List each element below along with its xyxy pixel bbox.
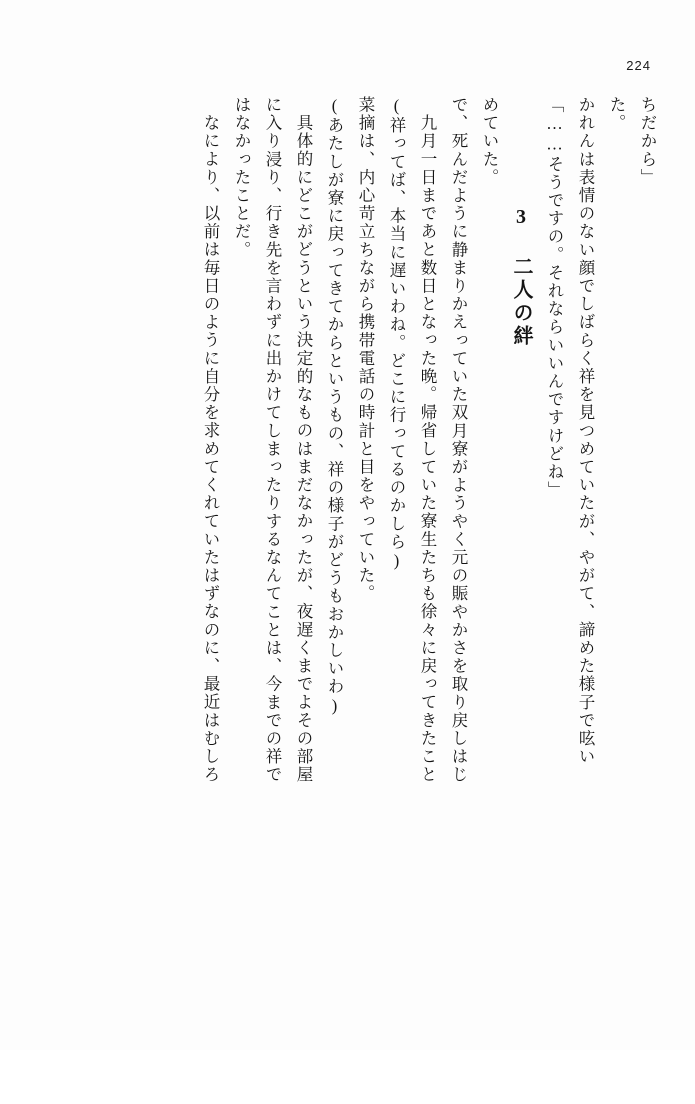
text-column: 「……そうですの。それならいいんですけどね」 xyxy=(545,96,564,500)
text-column: ちだから」 xyxy=(638,96,657,187)
text-column: 具体的にどこがどうという決定的なものはまだなかったが、夜遅くまでよその部屋 xyxy=(294,114,313,784)
text-column: (祥ってば、本当に遅いわね。どこに行ってるのかしら) xyxy=(387,96,406,572)
text-column: 九月一日まであと数日となった晩。帰省していた寮生たちも徐々に戻ってきたこと xyxy=(418,114,437,784)
chapter-heading: 3 二人の絆 xyxy=(510,206,532,348)
text-column: 菜摘は、内心苛立ちながら携帯電話の時計と目をやっていた。 xyxy=(356,96,375,603)
text-column: で、死んだように静まりかえっていた双月寮がようやく元の賑やかさを取り戻しはじ xyxy=(449,96,468,784)
page-number: 224 xyxy=(626,58,651,73)
text-column: た。 xyxy=(607,96,626,133)
vertical-text-body xyxy=(40,96,655,994)
text-column: めていた。 xyxy=(480,96,499,187)
text-column: に入り浸り、行き先を言わずに出かけてしまったりするなんてことは、今までの祥で xyxy=(263,96,282,784)
text-column: (あたしが寮に戻ってきてからというもの、祥の様子がどうもおかしいわ) xyxy=(325,96,344,717)
text-column: はなかったことだ。 xyxy=(232,96,251,259)
text-column: なにより、以前は毎日のように自分を求めてくれていたはずなのに、最近はむしろ xyxy=(201,114,220,784)
text-column: かれんは表情のない顔でしばらく祥を見つめていたが、やがて、諦めた様子で呟い xyxy=(576,96,595,766)
